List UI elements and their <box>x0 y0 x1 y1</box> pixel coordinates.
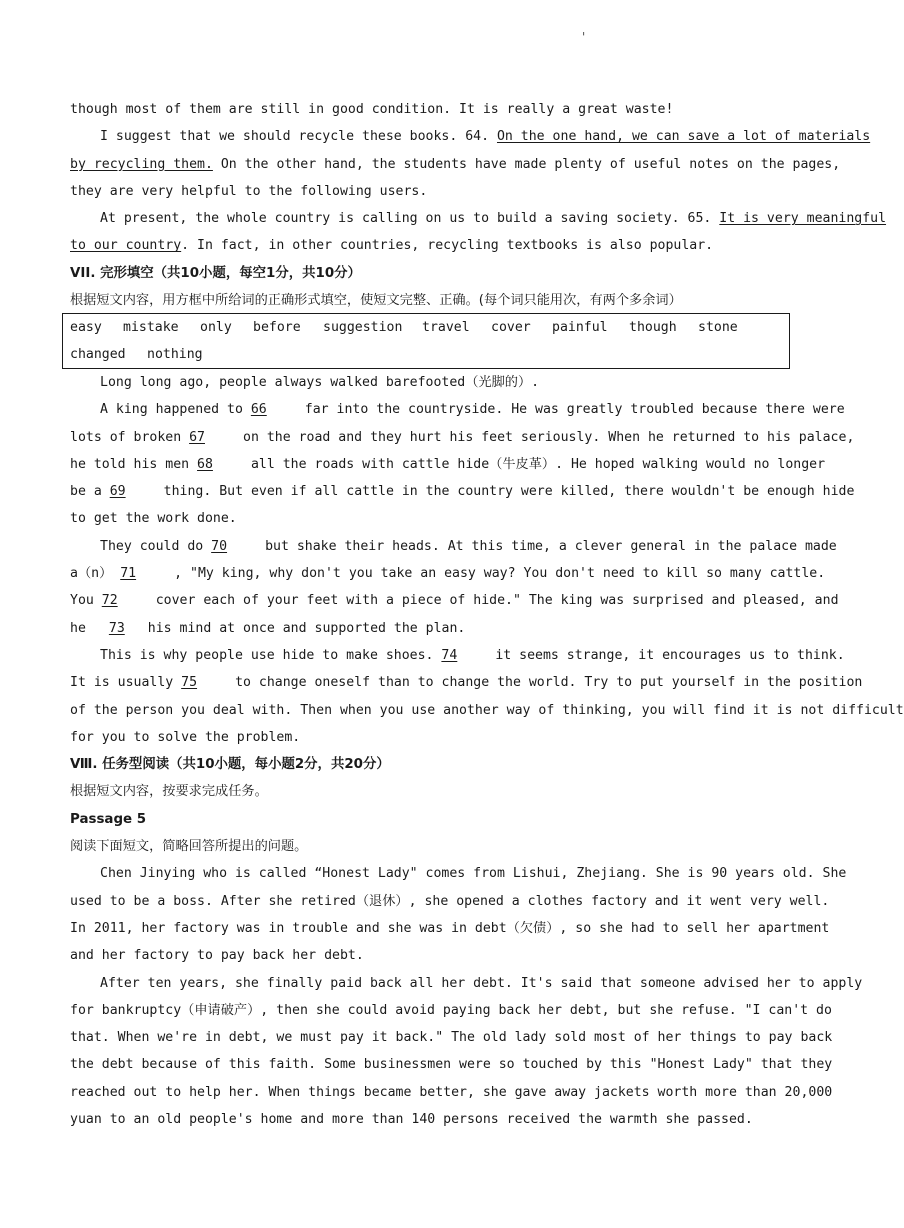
answer-65-cont: to our country <box>70 238 182 254</box>
answer-64: On the one hand, we can save a lot of materials <box>496 129 871 145</box>
word-bank-item: changed <box>70 347 126 362</box>
blank-70[interactable]: 70 <box>211 538 228 554</box>
story-line: he told his men 68 all the roads with cattle hide（牛皮革）. He hoped walking would no longer <box>70 451 798 478</box>
text-line: to our country. In fact, in other countries, recycling textbooks is also popular. <box>70 238 714 254</box>
word-bank-item: nothing <box>147 347 203 362</box>
section-8-title: Ⅷ. 任务型阅读（共10小题，每小题2分，共20分） <box>70 757 390 773</box>
story-line: a（n） 71 , "My king, why don't you take an easy way? You don't need to kill so many cattle. <box>70 560 798 587</box>
blank-74[interactable]: 74 <box>441 647 458 663</box>
story-line: This is why people use hide to make shoes. 74 it seems strange, it encourages us to think. <box>70 642 798 669</box>
story-line: They could do 70 but shake their heads. At this time, a clever general in the palace made <box>70 533 798 560</box>
text-line: by recycling them. On the other hand, the students have made plenty of useful notes on the pages, <box>70 156 841 172</box>
story-line: It is usually 75 to change oneself than to change the world. Try to put yourself in the position <box>70 669 798 696</box>
story-line: of the person you deal with. Then when you use another way of thinking, you will find it is not difficult <box>70 702 904 718</box>
blank-71[interactable]: 71 <box>120 566 137 582</box>
word-bank-item: suggestion <box>323 320 403 335</box>
text-line: they are very helpful to the following users. <box>70 183 428 199</box>
text-line: At present, the whole country is calling on us to build a saving society. 65. It is very meaningful <box>100 211 887 227</box>
passage-line: yuan to an old people's home and more than 140 persons received the warmth she passed. <box>70 1111 753 1127</box>
word-bank-item: stone <box>698 320 738 335</box>
word-bank-item: painful <box>552 320 608 335</box>
section-8-sub-instruction: 阅读下面短文，简略回答所提出的问题。 <box>70 839 308 855</box>
blank-69[interactable]: 69 <box>109 484 126 500</box>
blank-75[interactable]: 75 <box>181 675 198 691</box>
word-bank-item: though <box>629 320 677 335</box>
header-mark: ' <box>580 30 588 44</box>
passage-line: and her factory to pay back her debt. <box>70 948 364 964</box>
passage-line: reached out to help her. When things became better, she gave away jackets worth more than 20,000 <box>70 1084 833 1100</box>
text-line: though most of them are still in good condition. It is really a great waste! <box>70 102 674 117</box>
story-line: for you to solve the problem. <box>70 729 301 745</box>
word-bank-item: before <box>253 320 301 335</box>
blank-68[interactable]: 68 <box>197 456 213 472</box>
passage-line: Chen Jinying who is called “Honest Lady" comes from Lishui, Zhejiang. She is 90 years old. She <box>100 866 847 882</box>
story-line: You 72 cover each of your feet with a piece of hide." The king was surprised and pleased, and <box>70 587 798 614</box>
word-bank-item: easy <box>70 320 102 335</box>
section-8-instruction: 根据短文内容，按要求完成任务。 <box>70 784 268 800</box>
passage-line: After ten years, she finally paid back all her debt. It's said that someone advised her to apply <box>100 975 863 991</box>
answer-65: It is very meaningful <box>719 211 887 227</box>
passage-line: In 2011, her factory was in trouble and she was in debt（欠债）, so she had to sell her apartment <box>70 920 830 936</box>
blank-72[interactable]: 72 <box>101 593 118 609</box>
answer-64-cont: by recycling them. <box>70 156 213 172</box>
passage-line: for bankruptcy（申请破产）, then she could avoid paying back her debt, but she refuse. "I can't do <box>70 1002 832 1018</box>
story-line: to get the work done. <box>70 511 237 527</box>
blank-67[interactable]: 67 <box>189 429 205 445</box>
story-line: A king happened to 66 far into the countryside. He was greatly troubled because there were <box>70 396 798 423</box>
section-7-title: VII. 完形填空（共10小题，每空1分，共10分） <box>70 265 361 281</box>
passage-title: Passage 5 <box>70 811 147 827</box>
passage-line: used to be a boss. After she retired（退休）, she opened a clothes factory and it went very well. <box>70 893 830 909</box>
passage-line: the debt because of this faith. Some businessmen were so touched by this "Honest Lady" that they <box>70 1057 833 1073</box>
word-bank-item: only <box>200 320 232 335</box>
story-line: he 73 his mind at once and supported the plan. <box>70 615 798 642</box>
passage-line: that. When we're in debt, we must pay it back." The old lady sold most of her things to pay back <box>70 1030 833 1046</box>
section-7-instruction: 根据短文内容，用方框中所给词的正确形式填空，使短文完整、正确。(每个词只能用次，有两个多余词） <box>70 293 682 309</box>
story-line: be a 69 thing. But even if all cattle in the country were killed, there wouldn't be enough hide <box>70 478 798 505</box>
word-bank-item: travel <box>422 320 470 335</box>
word-bank-item: cover <box>491 320 531 335</box>
word-bank-item: mistake <box>123 320 179 335</box>
story-line: lots of broken 67 on the road and they hurt his feet seriously. When he returned to his palace, <box>70 424 798 451</box>
blank-73[interactable]: 73 <box>108 620 125 636</box>
document-page <box>70 96 904 1133</box>
blank-66[interactable]: 66 <box>250 402 267 418</box>
story-line: Long long ago, people always walked barefooted（光脚的）. <box>100 374 540 390</box>
text-line: I suggest that we should recycle these books. 64. On the one hand, we can save a lot of materials <box>100 129 871 145</box>
